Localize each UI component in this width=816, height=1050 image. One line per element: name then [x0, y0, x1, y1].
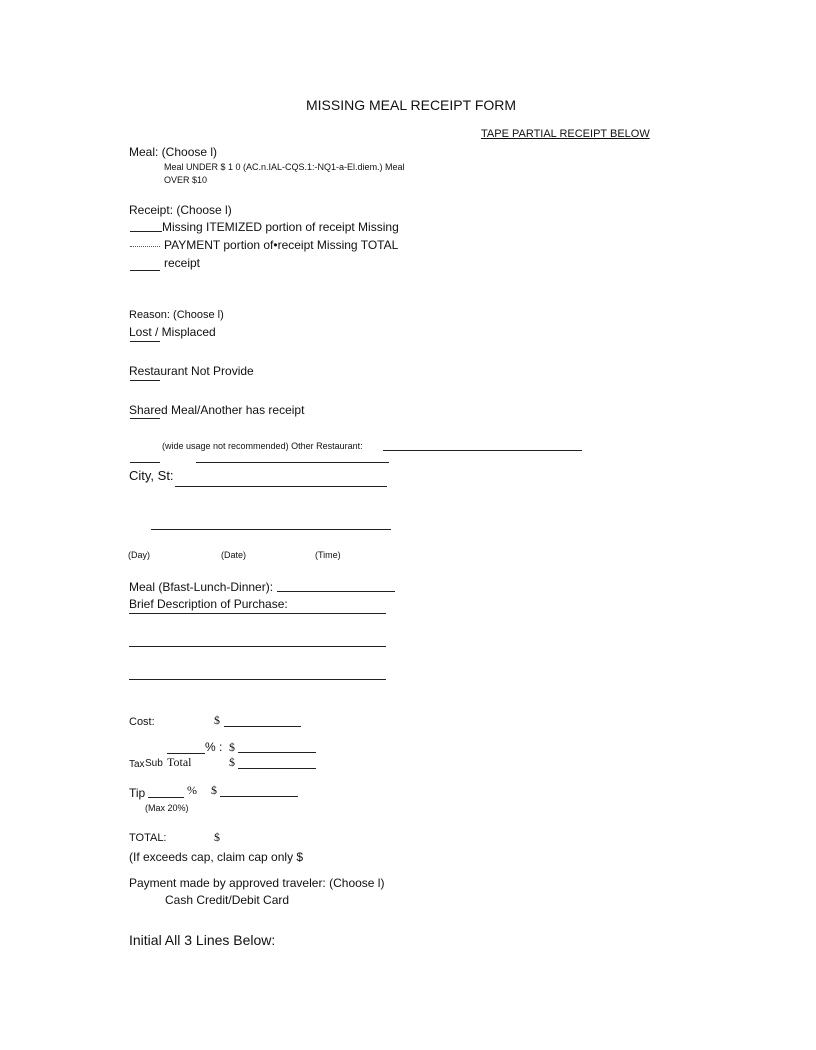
cost-field[interactable] [224, 726, 301, 727]
reason-option-shared: Shared Meal/Another has receipt [129, 403, 305, 417]
description-line-1[interactable] [129, 613, 386, 614]
payment-label: Payment made by approved traveler: (Choose l) [129, 876, 385, 890]
day-date-time-field[interactable] [151, 529, 391, 530]
other-restaurant-field[interactable] [383, 450, 582, 451]
tip-percent-field[interactable] [148, 797, 184, 798]
other-restaurant-field-2[interactable] [196, 462, 389, 463]
receipt-payment-blank[interactable] [130, 246, 160, 247]
cost-label: Cost: [129, 716, 155, 728]
cost-dollar: $ [214, 713, 220, 727]
subtotal-field[interactable] [238, 768, 316, 769]
reason-shared-blank[interactable] [130, 418, 160, 419]
total-label: TOTAL: [129, 832, 167, 844]
tax-amount-field[interactable] [238, 752, 316, 753]
sub-label: Sub [145, 758, 163, 769]
meal-option-over: OVER $10 [164, 175, 208, 185]
description-line-3[interactable] [129, 679, 386, 680]
receipt-option-payment: PAYMENT portion of•receipt Missing TOTAL [164, 238, 399, 252]
meal-type-field[interactable] [277, 591, 395, 592]
day-label: (Day) [128, 550, 150, 560]
tax-percent-field[interactable] [167, 753, 205, 754]
reason-lost-blank[interactable] [130, 341, 160, 342]
tip-dollar: $ [211, 783, 217, 797]
subtotal-dollar: $ [229, 755, 235, 769]
receipt-option-itemized: Missing ITEMIZED portion of receipt Missing [162, 220, 399, 234]
initial-heading: Initial All 3 Lines Below: [129, 932, 276, 948]
tax-label: Tax [129, 759, 145, 770]
subtotal-label: Total [167, 755, 192, 769]
meal-option-under: Meal UNDER $ 1 0 (AC.n.IAL-CQS.1:-NQ1-a-El.diem.) Meal [164, 162, 405, 172]
time-label: (Time) [315, 550, 341, 560]
reason-restaurant-blank[interactable] [130, 380, 160, 381]
receipt-label: Receipt: (Choose l) [129, 203, 232, 217]
meal-type-label: Meal (Bfast-Lunch-Dinner): [129, 580, 274, 594]
reason-option-lost: Lost / Misplaced [129, 325, 216, 339]
tape-note: TAPE PARTIAL RECEIPT BELOW [481, 128, 650, 140]
receipt-itemized-blank[interactable] [130, 231, 162, 232]
description-line-2[interactable] [129, 646, 386, 647]
receipt-total-blank[interactable] [130, 270, 160, 271]
description-label: Brief Description of Purchase: [129, 597, 288, 611]
tip-percent: % [187, 783, 197, 797]
payment-options: Cash Credit/Debit Card [165, 893, 290, 907]
tip-label: Tip [129, 786, 146, 800]
reason-other-label: (wide usage not recommended) Other Restaurant: [162, 441, 363, 451]
meal-label: Meal: (Choose l) [129, 145, 218, 159]
tip-max-note: (Max 20%) [145, 803, 189, 813]
reason-option-restaurant: Restaurant Not Provide [129, 364, 254, 378]
cap-note: (If exceeds cap, claim cap only $ [129, 850, 304, 864]
page-title: MISSING MEAL RECEIPT FORM [306, 97, 517, 113]
date-label: (Date) [221, 550, 247, 560]
tip-amount-field[interactable] [220, 796, 298, 797]
receipt-option-total: receipt [164, 256, 201, 270]
city-label: City, St: [129, 468, 174, 483]
tax-dollar: $ [229, 740, 235, 754]
reason-label: Reason: (Choose l) [129, 309, 224, 321]
reason-other-blank[interactable] [130, 462, 160, 463]
tax-percent-label: % : [205, 740, 223, 754]
total-dollar: $ [214, 830, 220, 844]
city-field[interactable] [175, 486, 387, 487]
